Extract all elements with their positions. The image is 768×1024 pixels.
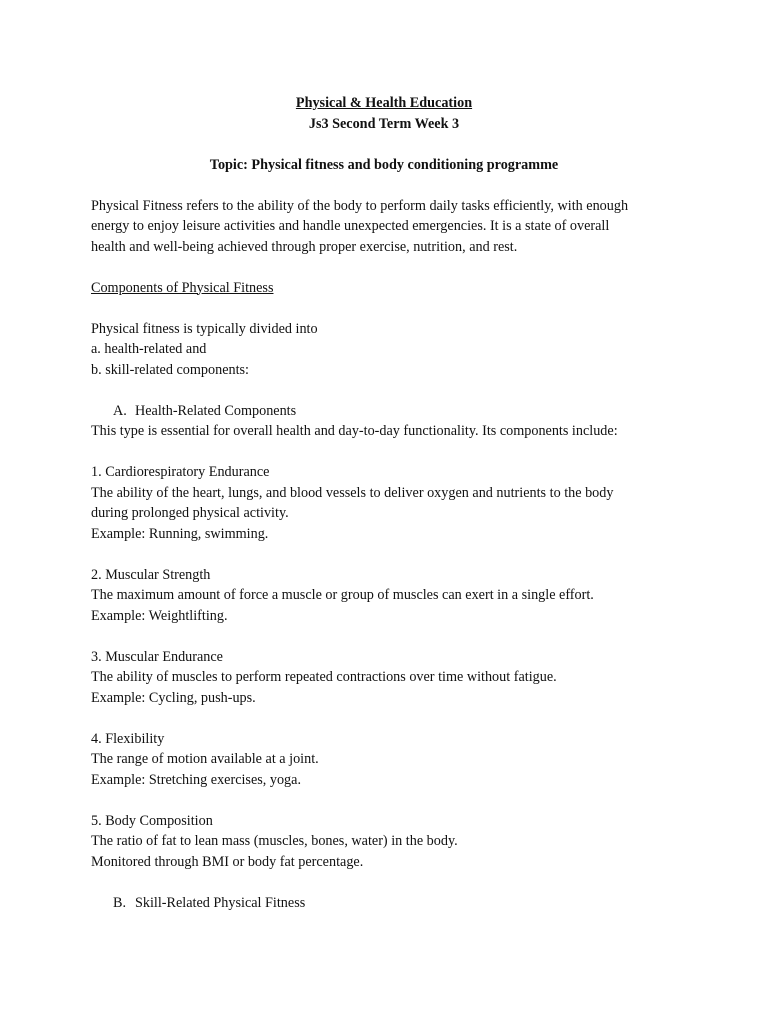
topic-title: Topic: Physical fitness and body conditioning programme <box>209 156 559 173</box>
component-example: Example: Cycling, push-ups. <box>91 689 256 706</box>
component-line: The range of motion available at a joint. <box>91 751 319 767</box>
component-title: 5. Body Composition <box>91 812 213 829</box>
component-line: The maximum amount of force a muscle or group of muscles can exert in a single effort. <box>91 587 594 603</box>
component-line: during prolonged physical activity. <box>91 505 289 521</box>
component-title: 4. Flexibility <box>91 730 165 747</box>
component-example: Example: Stretching exercises, yoga. <box>91 771 301 788</box>
class-term-title: Js3 Second Term Week 3 <box>308 115 460 132</box>
component-title: 1. Cardiorespiratory Endurance <box>91 464 270 480</box>
component-item <box>91 729 681 791</box>
document-body <box>91 93 681 913</box>
division-line: b. skill-related components: <box>91 361 249 378</box>
division-list <box>91 319 681 381</box>
intro-line: health and well-being achieved through proper exercise, nutrition, and rest. <box>91 238 518 255</box>
components-heading: Components of Physical Fitness <box>91 279 274 296</box>
section-a-title: Health-Related Components <box>135 402 297 419</box>
component-item <box>91 565 681 627</box>
intro-paragraph <box>91 196 681 258</box>
intro-line: Physical Fitness refers to the ability of the body to perform daily tasks efficiently, with enough <box>91 197 629 214</box>
component-example: Example: Running, swimming. <box>91 525 269 542</box>
component-line: The ability of muscles to perform repeated contractions over time without fatigue. <box>91 669 557 685</box>
component-item <box>91 647 681 709</box>
subject-title: Physical & Health Education <box>295 95 473 111</box>
division-line: Physical fitness is typically divided into <box>91 320 318 337</box>
component-line: Monitored through BMI or body fat percentage. <box>91 853 364 870</box>
component-line: The ability of the heart, lungs, and blood vessels to deliver oxygen and nutrients to the body <box>91 484 614 501</box>
division-line: a. health-related and <box>91 341 207 357</box>
component-title: 3. Muscular Endurance <box>91 648 223 665</box>
section-b-letter: B. <box>113 894 127 911</box>
section-a-letter: A. <box>113 402 127 419</box>
section-a-description: This type is essential for overall health and day-to-day functionality. Its components include: <box>91 423 618 439</box>
component-item <box>91 811 681 873</box>
section-b-title: Skill-Related Physical Fitness <box>135 894 306 911</box>
component-item <box>91 462 681 544</box>
component-line: The ratio of fat to lean mass (muscles, bones, water) in the body. <box>91 833 458 849</box>
component-title: 2. Muscular Strength <box>91 566 211 583</box>
section-a-heading <box>91 401 681 422</box>
intro-line: energy to enjoy leisure activities and handle unexpected emergencies. It is a state of overall <box>91 218 610 234</box>
component-example: Example: Weightlifting. <box>91 607 228 624</box>
section-b-heading <box>91 893 681 914</box>
